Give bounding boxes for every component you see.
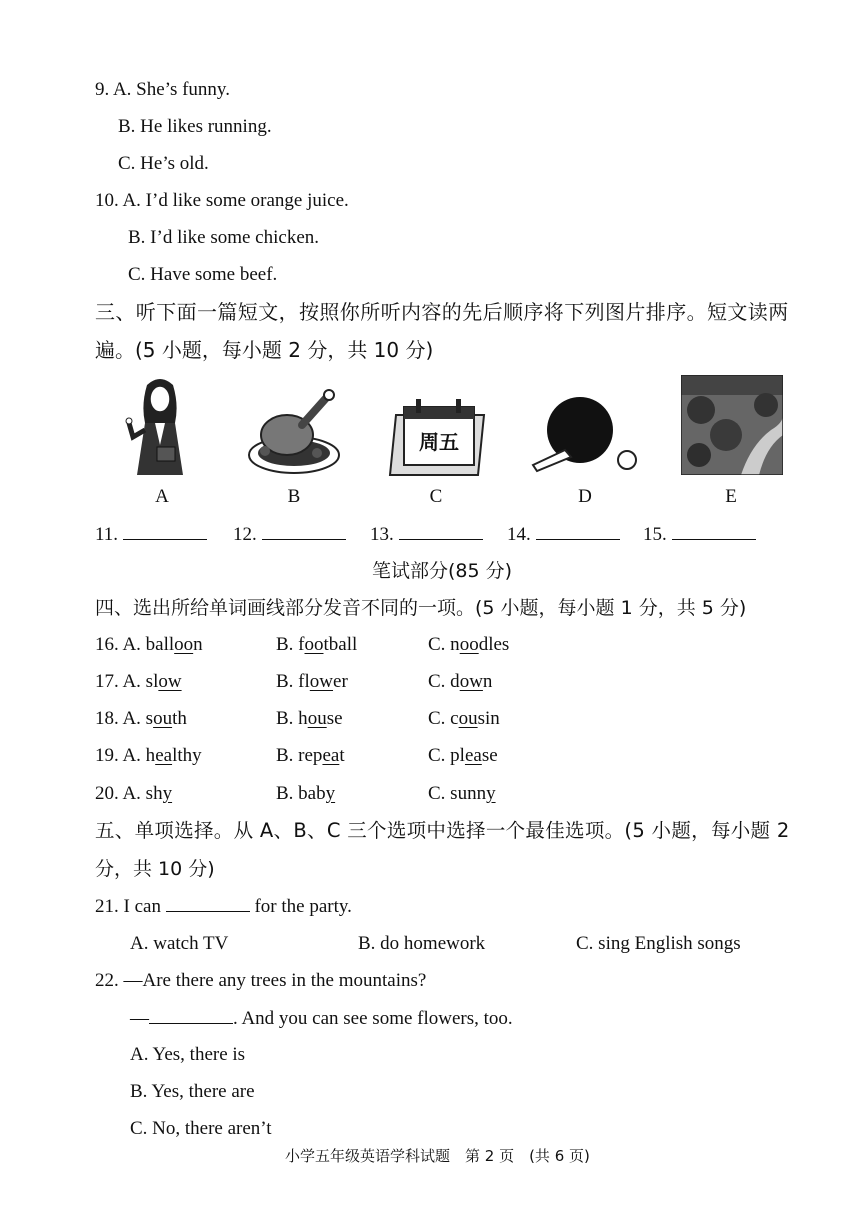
q17-b-underline: ow	[309, 671, 334, 692]
q16-a-underline: oo	[174, 634, 194, 655]
answer-11-blank[interactable]	[123, 523, 207, 540]
q10-option-c: C. Have some beef.	[128, 264, 278, 285]
q20-a-pre: A. sh	[122, 783, 163, 804]
q17-a-pre: A. sl	[122, 671, 159, 692]
picture-label-a: A	[155, 486, 169, 507]
q18-option-b	[276, 707, 343, 731]
section3-title-line1: 三、听下面一篇短文，按照你所听内容的先后顺序将下列图片排序。短文读两	[95, 300, 789, 324]
q18-c-post: sin	[477, 708, 500, 729]
q21-blank[interactable]	[166, 895, 250, 912]
q18-b-underline: ou	[307, 708, 327, 729]
q20-c-pre: C. sunn	[428, 783, 487, 804]
q18-option-c	[428, 707, 500, 731]
q19-c-pre: C. pl	[428, 745, 465, 766]
garden-path-icon	[681, 375, 783, 475]
written-section-heading: 笔试部分(85 分)	[372, 560, 513, 582]
q16-option-c	[428, 633, 509, 657]
q18-b-pre: B. h	[276, 708, 308, 729]
section5-title-line2: 分，共 10 分)	[95, 858, 215, 880]
q18-b-post: se	[326, 708, 343, 729]
answer-11[interactable]	[95, 523, 207, 547]
q16-row	[95, 633, 203, 657]
q17-row	[95, 670, 182, 694]
q17-option-b	[276, 670, 348, 694]
q17-b-post: er	[333, 671, 348, 692]
q20-option-c	[428, 782, 496, 806]
picture-label-d: D	[578, 486, 592, 507]
calendar-caption: 周五	[419, 430, 459, 454]
q16-c-underline: oo	[459, 634, 479, 655]
picture-label-b: B	[287, 486, 301, 507]
q20-number: 20.	[95, 783, 119, 804]
section5-title-line1: 五、单项选择。从 A、B、C 三个选项中选择一个最佳选项。(5 小题，每小题 2	[95, 819, 790, 842]
teacher-icon	[125, 375, 195, 480]
q16-c-pre: C. n	[428, 634, 460, 655]
answer-13-blank[interactable]	[399, 523, 483, 540]
q21-pre: 21. I can	[95, 896, 166, 917]
q19-a-post: lthy	[172, 745, 202, 766]
q19-b-underline: ea	[322, 745, 340, 766]
picture-label-c: C	[429, 486, 443, 507]
q17-a-underline: ow	[158, 671, 182, 692]
calendar-friday-icon	[382, 397, 492, 477]
q10-a: A. I’d like some orange juice.	[122, 190, 349, 211]
q16-a-post: n	[193, 634, 203, 655]
q19-a-underline: ea	[155, 745, 173, 766]
q10-option-b: B. I’d like some chicken.	[128, 227, 320, 248]
answer-14-blank[interactable]	[536, 523, 620, 540]
q20-b-pre: B. bab	[276, 783, 326, 804]
q16-b-post: tball	[323, 634, 358, 655]
q20-c-underline: y	[486, 783, 496, 804]
q18-c-underline: ou	[458, 708, 478, 729]
q9-number: 9.	[95, 79, 110, 100]
answer-13-number: 13.	[370, 524, 394, 545]
q19-number: 19.	[95, 745, 119, 766]
page-footer: 小学五年级英语学科试题 第 2 页 (共 6 页)	[285, 1147, 590, 1165]
ping-pong-icon	[525, 395, 640, 475]
q19-c-post: se	[481, 745, 498, 766]
q10-number: 10.	[95, 190, 119, 211]
q18-a-pre: A. s	[122, 708, 154, 729]
q21-option-a: A. watch TV	[130, 933, 229, 954]
q22-option-b: B. Yes, there are	[130, 1081, 255, 1102]
q9-option-a	[95, 78, 230, 102]
q20-option-b	[276, 782, 335, 806]
q22-response	[130, 1007, 513, 1031]
roast-chicken-icon	[247, 385, 342, 477]
q17-c-post: n	[482, 671, 493, 692]
q17-c-pre: C. d	[428, 671, 460, 692]
answer-11-number: 11.	[95, 524, 119, 545]
answer-14-number: 14.	[507, 524, 531, 545]
q21-option-c: C. sing English songs	[576, 933, 741, 954]
q18-row	[95, 707, 187, 731]
q18-a-post: th	[172, 708, 187, 729]
q22-option-c: C. No, there aren’t	[130, 1118, 272, 1139]
answer-15-blank[interactable]	[672, 523, 756, 540]
answer-15[interactable]	[643, 523, 756, 547]
answer-13[interactable]	[370, 523, 483, 547]
answer-12[interactable]	[233, 523, 346, 547]
q19-option-b	[276, 744, 345, 768]
q20-a-underline: y	[162, 783, 173, 804]
section4-title: 四、选出所给单词画线部分发音不同的一项。(5 小题，每小题 1 分，共 5 分)	[95, 597, 747, 619]
q22-post: . And you can see some flowers, too.	[233, 1008, 513, 1029]
q18-c-pre: C. c	[428, 708, 459, 729]
q17-option-c	[428, 670, 492, 694]
picture-label-e: E	[725, 486, 737, 507]
section3-title-line2: 遍。(5 小题，每小题 2 分，共 10 分)	[95, 338, 434, 362]
q19-row	[95, 744, 202, 768]
answer-15-number: 15.	[643, 524, 667, 545]
q21-option-b: B. do homework	[358, 933, 486, 954]
q16-b-underline: oo	[304, 634, 324, 655]
q17-number: 17.	[95, 671, 119, 692]
q16-number: 16.	[95, 634, 119, 655]
q18-a-underline: ou	[153, 708, 173, 729]
q18-number: 18.	[95, 708, 119, 729]
q16-b-pre: B. f	[276, 634, 305, 655]
q22-stem: 22. —Are there any trees in the mountains?	[95, 970, 427, 991]
q16-option-b	[276, 633, 357, 657]
q19-b-pre: B. rep	[276, 745, 323, 766]
q19-option-c	[428, 744, 498, 768]
q19-a-pre: A. h	[122, 745, 156, 766]
q20-row	[95, 782, 172, 806]
answer-12-number: 12.	[233, 524, 257, 545]
q17-c-underline: ow	[459, 671, 483, 692]
q22-option-a: A. Yes, there is	[130, 1044, 246, 1065]
q10-option-a	[95, 189, 349, 213]
q16-a-pre: A. ball	[122, 634, 175, 655]
q17-b-pre: B. fl	[276, 671, 310, 692]
answer-14[interactable]	[507, 523, 620, 547]
q22-blank[interactable]	[149, 1007, 233, 1024]
q21-stem	[95, 895, 352, 919]
q16-c-post: dles	[478, 634, 510, 655]
answer-12-blank[interactable]	[262, 523, 346, 540]
q19-b-post: t	[339, 745, 345, 766]
q21-post: for the party.	[249, 896, 352, 917]
q9-a: A. She’s funny.	[112, 79, 230, 100]
q19-c-underline: ea	[464, 745, 482, 766]
q22-dash: —	[130, 1008, 149, 1029]
q20-b-underline: y	[325, 783, 336, 804]
q9-option-c: C. He’s old.	[118, 153, 209, 174]
q9-option-b: B. He likes running.	[118, 116, 272, 137]
